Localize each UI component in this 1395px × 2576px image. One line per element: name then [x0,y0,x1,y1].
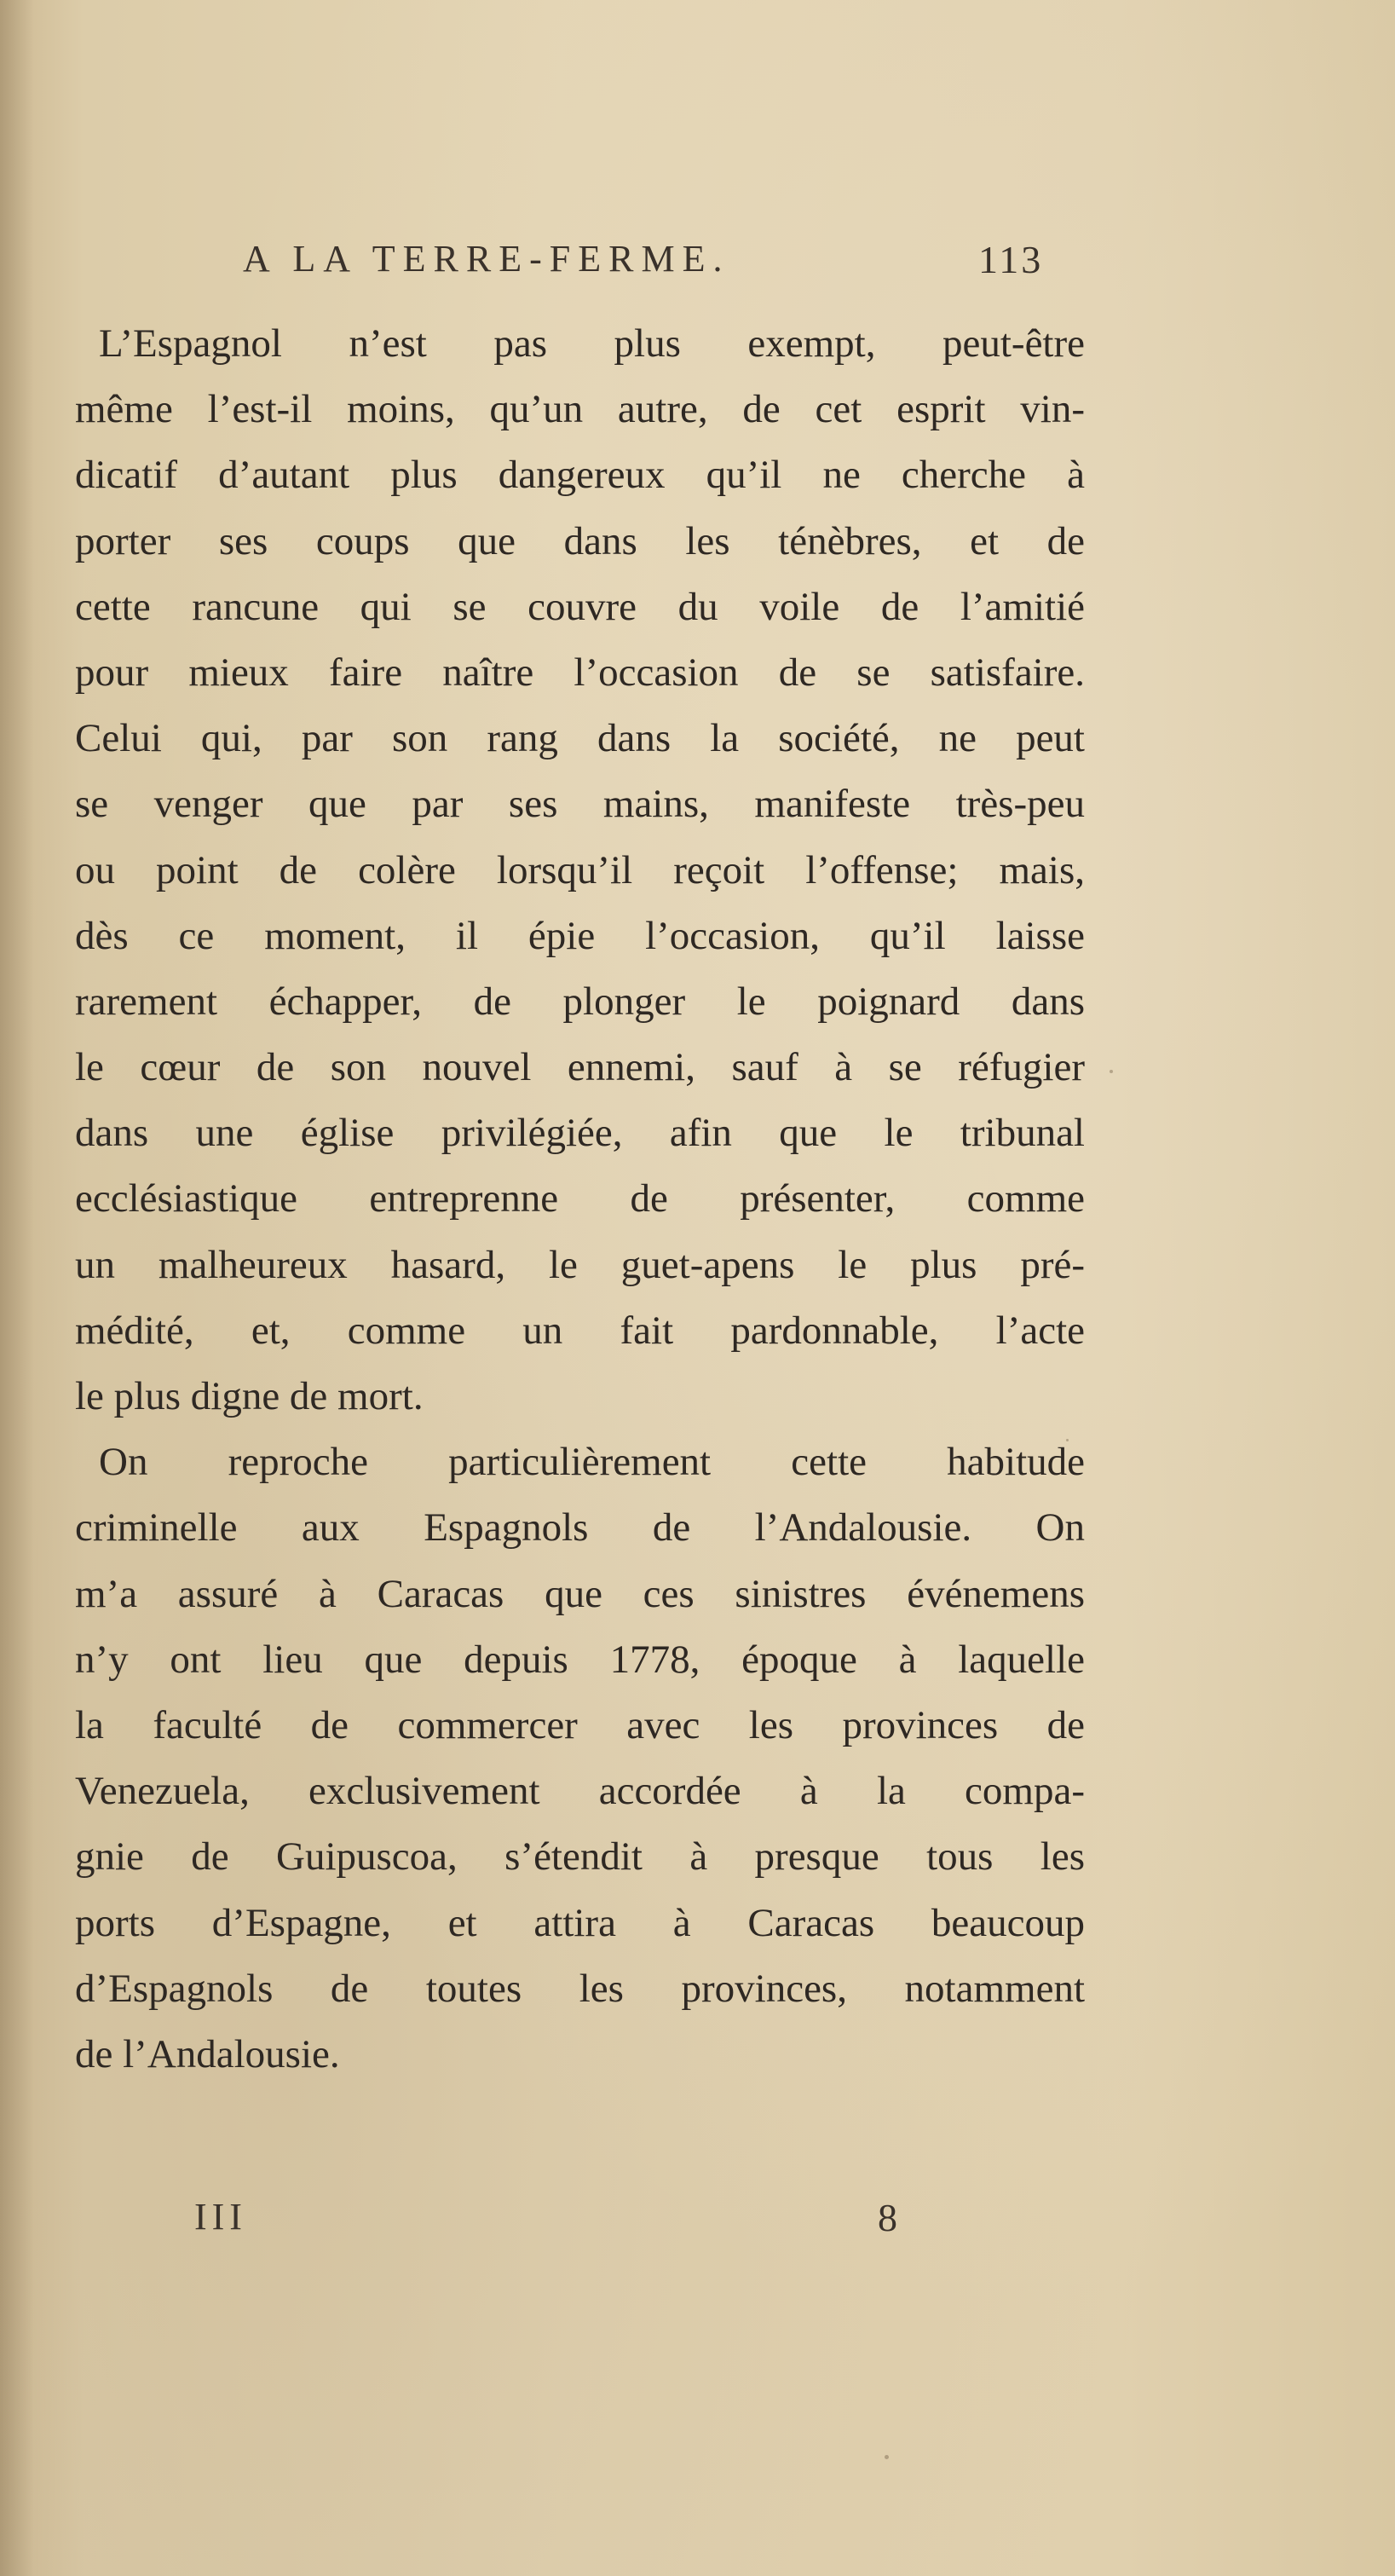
text-line: criminelle aux Espagnols de l’Andalousie. On [75,1505,1085,1551]
body-text [75,311,1085,2088]
text-line: dicatif d’autant plus dangereux qu’il ne cherche à [75,453,1085,498]
text-line: le plus digne de mort. [75,1374,424,1418]
page-number: 113 [978,238,1044,281]
text-line: un malheureux hasard, le guet-apens le plus pré- [75,1242,1085,1287]
text-line: cette rancune qui se couvre du voile de l’amitié [75,584,1085,629]
paper-speck [1110,1070,1113,1073]
text-line: médité, et, comme un fait pardonnable, l’acte [75,1308,1085,1353]
text-line: L’Espagnol n’est pas plus exempt, peut-être [99,321,1085,366]
text-line: pour mieux faire naître l’occasion de se satisfaire. [75,650,1085,695]
text-line: la faculté de commercer avec les provinces de [75,1702,1085,1747]
text-line: ports d’Espagne, et attira à Caracas beaucoup [75,1900,1085,1945]
signature-mark: III [194,2196,247,2238]
text-line: Venezuela, exclusivement accordée à la compa- [75,1769,1085,1814]
running-title: A LA TERRE-FERME. [243,238,730,280]
text-line: ou point de colère lorsqu’il reçoit l’offense; mais, [75,847,1085,892]
text-line: m’a assuré à Caracas que ces sinistres événemens [75,1571,1085,1616]
text-line: gnie de Guipuscoa, s’étendit à presque tous les [75,1834,1085,1880]
text-line: se venger que par ses mains, manifeste très-peu [75,782,1085,827]
text-line: dès ce moment, il épie l’occasion, qu’il laisse [75,913,1085,958]
text-line: rarement échapper, de plonger le poignard dans [75,979,1085,1024]
paper-speck [885,2455,889,2459]
text-line: On reproche particulièrement cette habitude [99,1440,1085,1485]
text-line: porter ses coups que dans les ténèbres, et de [75,518,1085,563]
text-line: dans une église privilégiée, afin que le tribunal [75,1111,1085,1156]
gutter-shadow [0,0,34,2576]
signature-line [0,2195,1395,2255]
text-line: de l’Andalousie. [75,2031,340,2076]
text-line: Celui qui, par son rang dans la société, ne peut [75,716,1085,761]
text-line: n’y ont lieu que depuis 1778, époque à laquelle [75,1637,1085,1682]
text-line: d’Espagnols de toutes les provinces, notamment [75,1966,1085,2011]
text-line: le cœur de son nouvel ennemi, sauf à se réfugier [75,1045,1085,1090]
running-head [0,237,1395,288]
signature-number: 8 [878,2196,897,2239]
paper-speck [1066,1439,1069,1441]
text-line: même l’est-il moins, qu’un autre, de cet esprit vin- [75,387,1085,432]
text-line: ecclésiastique entreprenne de présenter, comme [75,1176,1085,1222]
